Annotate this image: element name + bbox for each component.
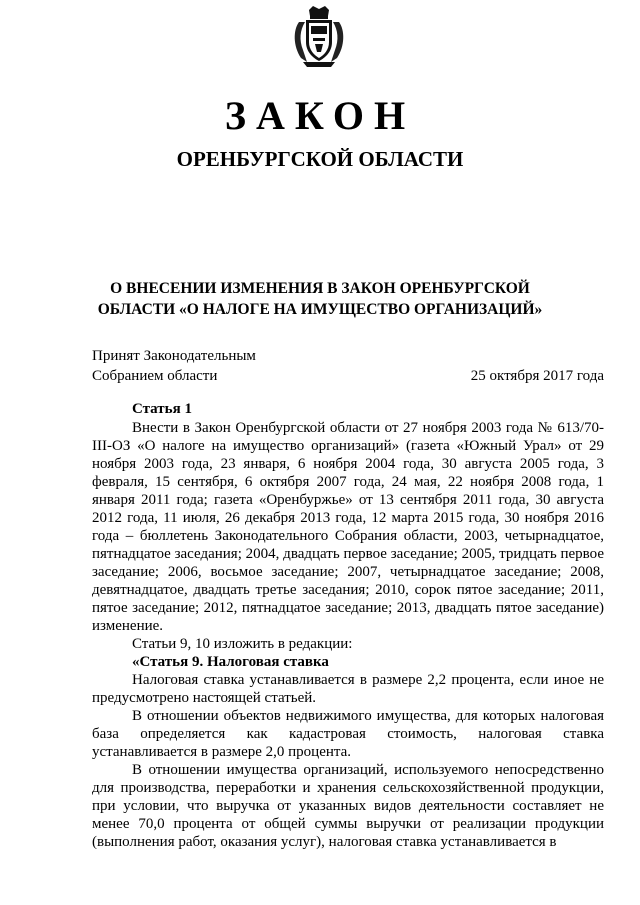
adoption-date: 25 октября 2017 года xyxy=(470,368,604,384)
law-title: ЗАКОН xyxy=(224,93,416,138)
subject-line-2: ОБЛАСТИ «О НАЛОГЕ НА ИМУЩЕСТВО ОРГАНИЗАЦИЙ» xyxy=(97,301,543,318)
article-9-paragraph-1: Налоговая ставка устанавливается в размере 2,2 процента, если иное не предусмотрено настоящей статьей. xyxy=(92,672,604,706)
adoption-line-2: Собранием области xyxy=(92,368,218,384)
article-9-paragraph-3: В отношении имущества организаций, используемого непосредственно для производства, переработки и хранения сельскохозяйственной продукции, при условии, что выручка от указанных видов деятельности составляет не менее 70,0 процента от общей суммы выручки от реализации продукции (выполнения работ, оказания услуг), налоговая ставка устанавливается в xyxy=(92,762,604,850)
law-body xyxy=(92,400,604,851)
article-1-heading: Статья 1 xyxy=(132,401,192,417)
article-1-instruction: Статьи 9, 10 изложить в редакции: xyxy=(132,636,353,652)
adoption-block xyxy=(92,346,604,386)
orenburg-coat-of-arms-icon xyxy=(291,6,347,68)
region-title: ОРЕНБУРГСКОЙ ОБЛАСТИ xyxy=(176,147,464,171)
adoption-line-1: Принят Законодательным xyxy=(92,348,256,364)
adoption-row-2 xyxy=(92,366,604,386)
article-9-paragraph-2: В отношении объектов недвижимого имущества, для которых налоговая база определяется как кадастровая стоимость, налоговая ставка устанавливается в размере 2,0 процента. xyxy=(92,708,604,760)
article-9-heading: «Статья 9. Налоговая ставка xyxy=(132,654,329,670)
article-1-paragraph: Внести в Закон Оренбургской области от 27 ноября 2003 года № 613/70-III-ОЗ «О налоге на имущество организаций» (газета «Южный Урал» от 29 ноября 2003 года, 23 января, 6 ноября 2004 года, 30 августа 2005 года, 3 февраля, 15 сентября, 6 октября 2007 года, 24 мая, 22 ноября 2008 года, 1 января 2011 года; газета «Оренбуржье» от 13 сентября 2011 года, 30 августа 2012 года, 11 июля, 26 декабря 2013 года, 12 марта 2015 года, 30 ноября 2016 года – бюллетень Законодательного Собрания области, 2003, четырнадцатое, пятнадцатое заседания; 2004, двадцать первое заседание; 2005, тридцать первое заседание; 2006, восьмое заседание; 2007, четырнадцатое заседание; 2008, девятнадцатое, двадцать третье заседания; 2010, сорок пятое заседание; 2011, пятое заседание; 2012, пятнадцатое заседание; 2013, двадцать пятое заседание) изменение. xyxy=(92,420,604,634)
law-subject xyxy=(90,278,550,320)
subject-line-1: О ВНЕСЕНИИ ИЗМЕНЕНИЯ В ЗАКОН ОРЕНБУРГСКОЙ xyxy=(110,280,530,297)
